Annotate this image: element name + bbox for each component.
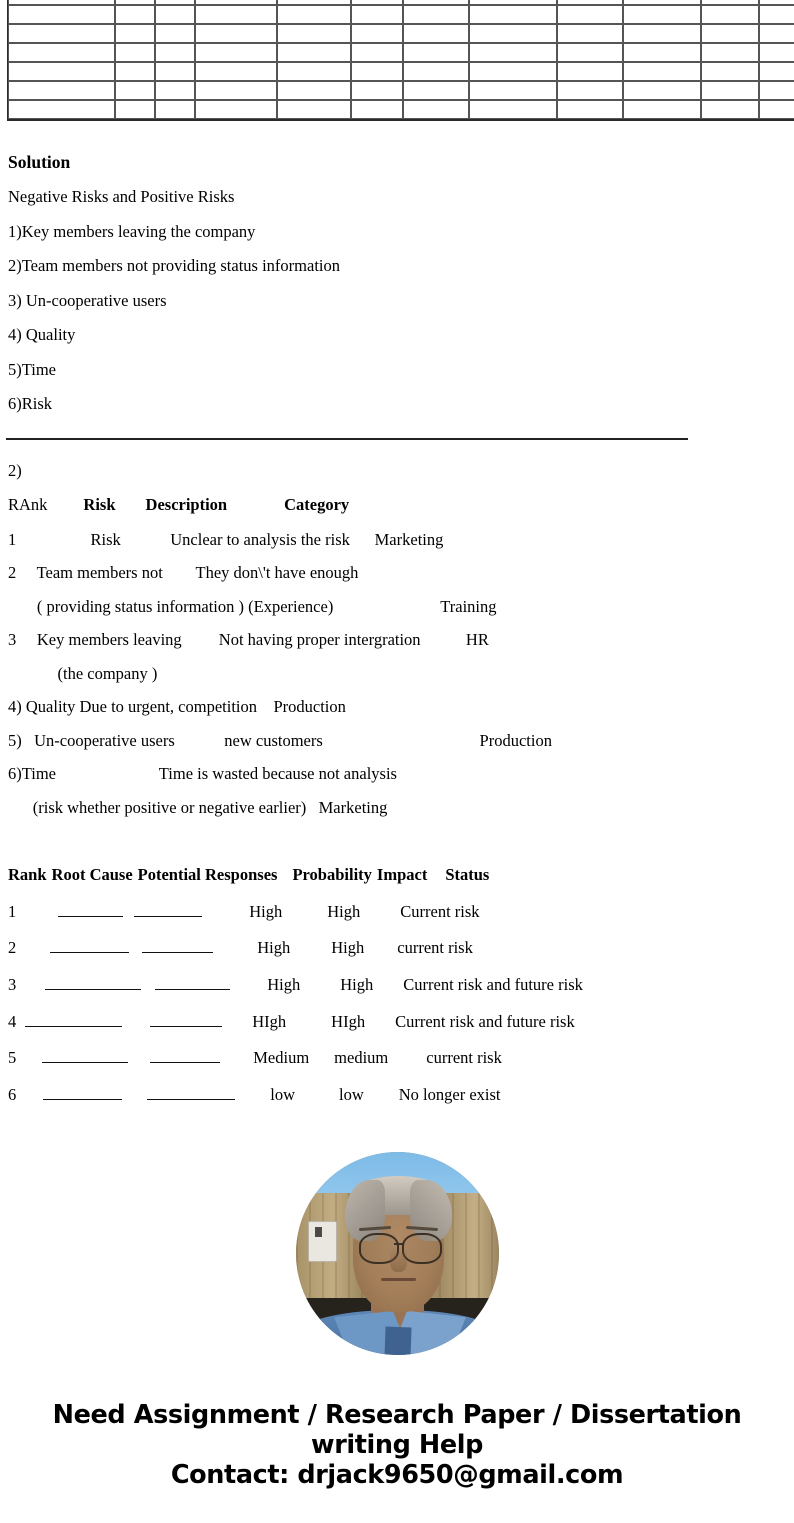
table-cell[interactable] — [403, 62, 469, 81]
response-header-rank: Rank — [8, 865, 47, 885]
portrait-photo — [296, 1152, 499, 1355]
intro-line-6: 6)Risk — [8, 394, 53, 414]
response-row-2-status: current risk — [397, 938, 473, 958]
response-row-4-root-cause-blank[interactable] — [25, 1011, 122, 1027]
table-cell[interactable] — [403, 24, 469, 43]
risk-row-2-line1: 2 Team members not They don\'t have enough — [8, 563, 359, 583]
risk-row-5-line1: 5) Un-cooperative users new customers Production — [8, 730, 552, 750]
risk-row-6-line2: (risk whether positive or negative earlier) Marketing — [8, 797, 388, 817]
photo-tie — [385, 1326, 412, 1355]
avatar — [296, 1152, 499, 1355]
table-cell[interactable] — [277, 24, 351, 43]
response-row-5-rank: 5 — [8, 1048, 17, 1068]
table-cell[interactable] — [195, 81, 277, 100]
risk-row-6-line1: 6)Time Time is wasted because not analysis — [8, 764, 397, 784]
risk-header-description: Description — [145, 495, 228, 515]
response-header-impact: Impact — [376, 865, 428, 885]
table-cell[interactable] — [155, 24, 195, 43]
document-body — [0, 133, 794, 1104]
table-cell[interactable] — [403, 81, 469, 100]
table-cell[interactable] — [701, 81, 759, 100]
table-cell[interactable] — [155, 62, 195, 81]
table-cell[interactable] — [469, 62, 557, 81]
response-row-1-status: Current risk — [400, 901, 480, 921]
table-cell[interactable] — [8, 81, 115, 100]
table-cell[interactable] — [155, 81, 195, 100]
intro-line-2: 2)Team members not providing status information — [8, 256, 340, 276]
table-cell[interactable] — [115, 43, 155, 62]
table-cell[interactable] — [701, 43, 759, 62]
risk-header-category: Category — [284, 495, 350, 515]
response-row-4-responses-blank[interactable] — [150, 1011, 222, 1027]
response-row-6-impact: low — [339, 1085, 364, 1105]
table-row — [8, 5, 794, 24]
response-row-3-status: Current risk and future risk — [403, 975, 583, 995]
table-cell[interactable] — [8, 43, 115, 62]
response-table-header — [8, 867, 794, 884]
photo-nose — [390, 1247, 406, 1271]
risk-row-3-line2: (the company ) — [8, 663, 158, 683]
table-cell[interactable] — [195, 5, 277, 24]
response-row-6-probability: low — [270, 1085, 295, 1105]
response-row-3-rank: 3 — [8, 975, 17, 995]
table-cell[interactable] — [623, 81, 701, 100]
table-row — [8, 81, 794, 100]
response-row-1-rank: 1 — [8, 901, 17, 921]
table-cell[interactable] — [469, 43, 557, 62]
promo-line-1: Need Assignment / Research Paper / Dissertation — [52, 1400, 742, 1430]
table-cell[interactable] — [351, 100, 403, 119]
promo-line-2: writing Help — [311, 1430, 483, 1461]
table-cell[interactable] — [759, 5, 794, 24]
table-cell[interactable] — [195, 43, 277, 62]
risk-row-3-line1: 3 Key members leaving Not having proper intergration HR — [8, 630, 489, 650]
response-row-4-impact: HIgh — [331, 1011, 366, 1031]
table-cell[interactable] — [403, 100, 469, 119]
table-cell[interactable] — [277, 62, 351, 81]
response-row-3-responses-blank[interactable] — [155, 974, 230, 990]
table-cell[interactable] — [759, 62, 794, 81]
intro-line-1: 1)Key members leaving the company — [8, 221, 256, 241]
table-cell[interactable] — [701, 24, 759, 43]
risk-row-4-line1: 4) Quality Due to urgent, competition Production — [8, 697, 346, 717]
response-row-5-impact: medium — [334, 1048, 389, 1068]
intro-line-4: 4) Quality — [8, 325, 76, 345]
risk-header-rank: RAnk — [8, 495, 48, 515]
table-cell[interactable] — [623, 5, 701, 24]
table-cell[interactable] — [623, 43, 701, 62]
risk-table-header — [8, 497, 794, 514]
table-cell[interactable] — [701, 100, 759, 119]
response-header-root-cause: Root Cause — [51, 865, 133, 885]
table-cell[interactable] — [351, 5, 403, 24]
response-row-2-probability: High — [257, 938, 291, 958]
table-row — [8, 62, 794, 81]
table-cell[interactable] — [351, 62, 403, 81]
response-row-2-root-cause-blank[interactable] — [50, 937, 129, 953]
table-cell[interactable] — [115, 62, 155, 81]
table-cell[interactable] — [351, 24, 403, 43]
worksheet-table-body — [8, 0, 794, 119]
response-row-3-root-cause-blank[interactable] — [45, 974, 141, 990]
response-row-1-impact: High — [327, 901, 361, 921]
response-row-2-rank: 2 — [8, 938, 17, 958]
table-cell[interactable] — [403, 43, 469, 62]
table-cell[interactable] — [557, 24, 623, 43]
table-cell[interactable] — [557, 43, 623, 62]
response-row-2 — [8, 937, 794, 957]
response-row-6-root-cause-blank[interactable] — [43, 1084, 122, 1100]
response-row-1 — [8, 901, 794, 921]
table-cell[interactable] — [351, 81, 403, 100]
intro-line-5: 5)Time — [8, 359, 56, 379]
response-row-1-root-cause-blank[interactable] — [58, 901, 123, 917]
page-title: Solution — [8, 152, 71, 172]
intro-line-0: Negative Risks and Positive Risks — [8, 187, 235, 207]
table-cell[interactable] — [277, 5, 351, 24]
table-cell[interactable] — [155, 100, 195, 119]
promo-line-3: Contact: drjack9650@gmail.com — [170, 1460, 624, 1491]
response-row-6-responses-blank[interactable] — [147, 1084, 235, 1100]
table-cell[interactable] — [195, 100, 277, 119]
table-cell[interactable] — [115, 5, 155, 24]
response-row-6-status: No longer exist — [398, 1085, 501, 1105]
table-cell[interactable] — [277, 100, 351, 119]
table-cell[interactable] — [557, 5, 623, 24]
photo-mouth — [381, 1278, 416, 1281]
response-header-probability: Probability — [292, 865, 372, 885]
response-row-3-impact: High — [340, 975, 374, 995]
table-cell[interactable] — [351, 43, 403, 62]
table-cell[interactable] — [701, 62, 759, 81]
table-cell[interactable] — [195, 62, 277, 81]
response-row-2-responses-blank[interactable] — [142, 937, 213, 953]
response-row-3 — [8, 974, 794, 994]
table-cell[interactable] — [623, 24, 701, 43]
promo-banner — [0, 1400, 794, 1490]
table-cell[interactable] — [403, 5, 469, 24]
table-cell[interactable] — [8, 62, 115, 81]
table-row — [8, 100, 794, 119]
table-cell[interactable] — [759, 100, 794, 119]
response-row-5-root-cause-blank[interactable] — [42, 1047, 128, 1063]
table-cell[interactable] — [469, 81, 557, 100]
table-cell[interactable] — [115, 81, 155, 100]
response-row-5-status: current risk — [426, 1048, 502, 1068]
response-header-status: Status — [445, 865, 490, 885]
response-row-4-probability: HIgh — [252, 1011, 287, 1031]
risk-header-risk: Risk — [83, 495, 116, 515]
table-cell[interactable] — [701, 5, 759, 24]
table-cell[interactable] — [8, 5, 115, 24]
table-cell[interactable] — [469, 24, 557, 43]
table-cell[interactable] — [469, 5, 557, 24]
table-cell[interactable] — [623, 62, 701, 81]
table-cell[interactable] — [8, 100, 115, 119]
response-row-5-responses-blank[interactable] — [150, 1047, 220, 1063]
table-cell[interactable] — [195, 24, 277, 43]
table-cell[interactable] — [557, 100, 623, 119]
response-row-4 — [8, 1011, 794, 1031]
table-row — [8, 43, 794, 62]
response-row-5 — [8, 1047, 794, 1067]
photo-eyeglass-right — [402, 1233, 443, 1263]
photo-wall-switch — [308, 1221, 336, 1262]
risk-row-2-line2: ( providing status information ) (Experience) Training — [8, 596, 497, 616]
table-cell[interactable] — [115, 24, 155, 43]
table-cell[interactable] — [759, 43, 794, 62]
risk-row-1-line1: 1 Risk Unclear to analysis the risk Marketing — [8, 529, 444, 549]
table-cell[interactable] — [155, 5, 195, 24]
worksheet-table — [7, 0, 794, 121]
response-row-1-responses-blank[interactable] — [134, 901, 202, 917]
table-cell[interactable] — [469, 100, 557, 119]
photo-eyeglass-bridge — [394, 1243, 403, 1245]
response-row-1-probability: High — [249, 901, 283, 921]
table-cell[interactable] — [8, 24, 115, 43]
response-row-4-rank: 4 — [8, 1011, 17, 1031]
table-cell[interactable] — [557, 62, 623, 81]
table-cell[interactable] — [155, 43, 195, 62]
response-row-6 — [8, 1084, 794, 1104]
table-cell[interactable] — [115, 100, 155, 119]
intro-line-3: 3) Un-cooperative users — [8, 290, 167, 310]
response-row-2-impact: High — [331, 938, 365, 958]
response-row-5-probability: Medium — [253, 1048, 310, 1068]
table-cell[interactable] — [557, 81, 623, 100]
section-two-label: 2) — [8, 460, 22, 480]
table-cell[interactable] — [759, 81, 794, 100]
table-cell[interactable] — [277, 43, 351, 62]
response-row-3-probability: High — [267, 975, 301, 995]
empty-worksheet-grid — [7, 0, 786, 121]
response-row-4-status: Current risk and future risk — [395, 1011, 575, 1031]
table-cell[interactable] — [623, 100, 701, 119]
table-row — [8, 24, 794, 43]
response-row-6-rank: 6 — [8, 1085, 17, 1105]
response-header-potential-responses: Potential Responses — [137, 865, 278, 885]
table-cell[interactable] — [759, 24, 794, 43]
table-cell[interactable] — [277, 81, 351, 100]
